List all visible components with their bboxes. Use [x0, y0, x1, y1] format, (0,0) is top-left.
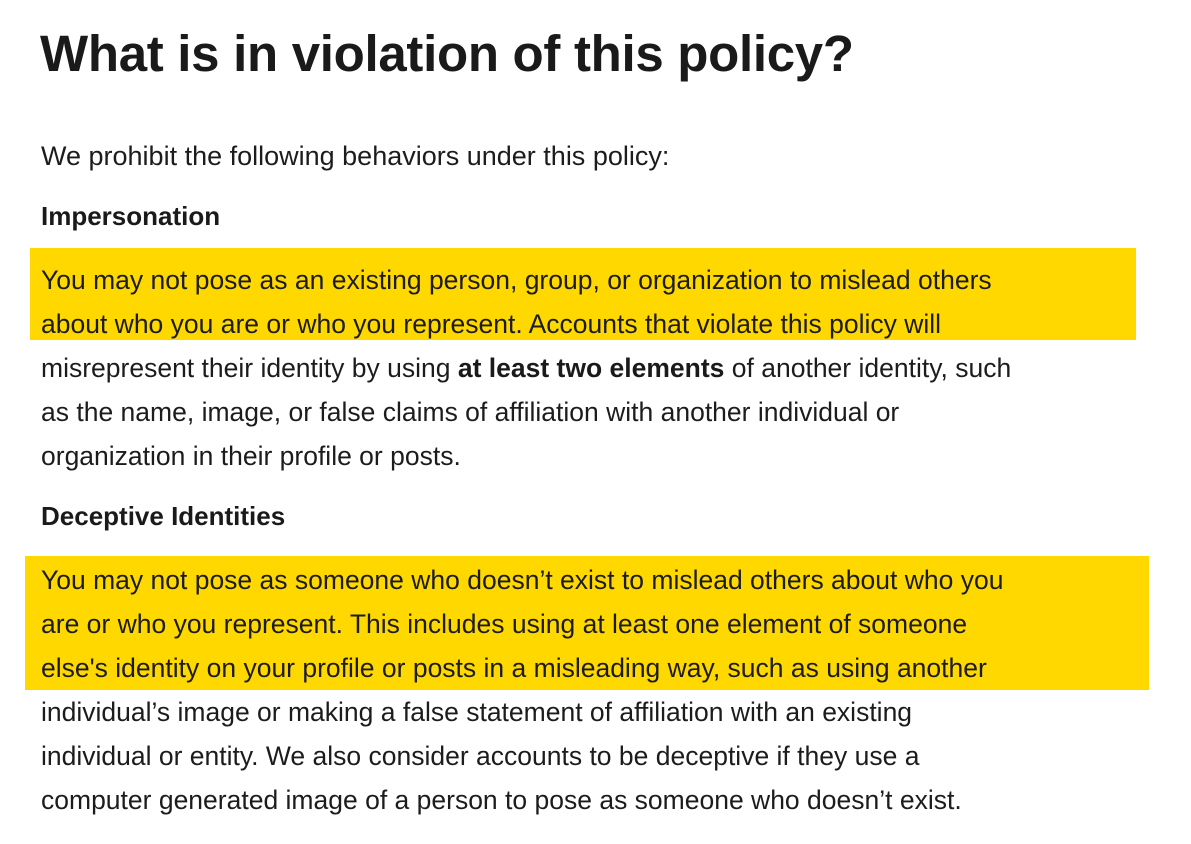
paragraph-line: about who you are or who you represent. Accounts that violate this policy will [41, 309, 942, 339]
paragraph-line [41, 346, 1011, 390]
emphasis-text: at least two elements [457, 353, 725, 383]
paragraph-line: You may not pose as someone who doesn’t exist to mislead others about who you [41, 565, 1004, 595]
page-title: What is in violation of this policy? [40, 25, 854, 82]
line-text-after: of another identity, such [724, 353, 1012, 383]
section-heading-impersonation: Impersonation [41, 201, 221, 231]
paragraph-line: individual’s image or making a false statement of affiliation with an existing [41, 697, 913, 727]
paragraph-line: else's identity on your profile or posts in a misleading way, such as using another [41, 653, 987, 683]
impersonation-paragraph [41, 258, 1011, 478]
line-text-before: misrepresent their identity by using [41, 353, 458, 383]
paragraph-line: organization in their profile or posts. [41, 441, 461, 471]
paragraph-line: computer generated image of a person to pose as someone who doesn’t exist. [41, 785, 962, 815]
paragraph-line: are or who you represent. This includes using at least one element of someone [41, 609, 968, 639]
paragraph-line: individual or entity. We also consider accounts to be deceptive if they use a [41, 741, 920, 771]
paragraph-line: You may not pose as an existing person, group, or organization to mislead others [41, 265, 992, 295]
paragraph-line: as the name, image, or false claims of affiliation with another individual or [41, 397, 900, 427]
deceptive-identities-paragraph [41, 558, 1003, 822]
section-heading-deceptive-identities: Deceptive Identities [41, 501, 286, 531]
intro-text: We prohibit the following behaviors under this policy: [41, 141, 670, 171]
